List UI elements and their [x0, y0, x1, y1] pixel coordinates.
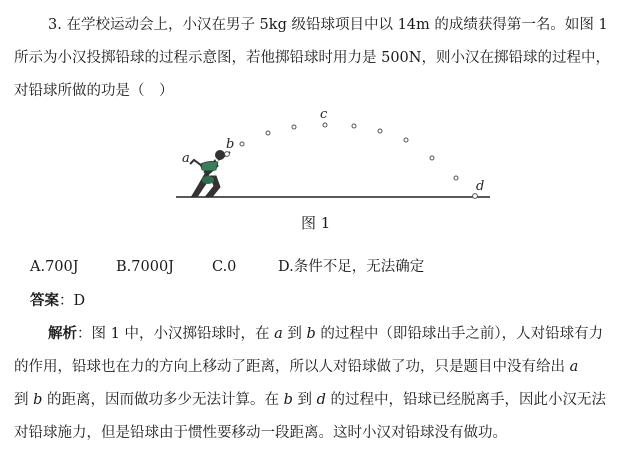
label-a: a: [182, 151, 190, 166]
athlete-illustration: [190, 151, 230, 198]
option-b: B.7000J: [116, 259, 174, 275]
figure-caption: 图 1: [301, 214, 331, 232]
explanation-text: 的过程中，铅球已经脱离手，因此小汉无法: [325, 392, 607, 408]
option-d: D.条件不足，无法确定: [278, 259, 425, 275]
explanation-line-4: 对铅球施力，但是铅球由于惯性要移动一段距离。这时小汉对铅球没有做功。: [14, 425, 507, 441]
answer-line: [30, 289, 85, 310]
question-line-2: 所示为小汉投掷铅球的过程示意图，若他掷铅球时用力是 500N，则小汉在掷铅球的过程中，: [14, 50, 610, 66]
explanation-text: 到: [14, 392, 34, 408]
label-c: c: [320, 107, 328, 122]
explanation-line-2: [14, 355, 578, 376]
explanation-label: 解析: [48, 326, 77, 342]
answer-label: 答案: [30, 293, 59, 309]
explanation-text: 到: [282, 326, 307, 342]
answer-value: D: [73, 293, 86, 309]
explanation-text: 的作用，铅球也在力的方向上移动了距离，所以人对铅球做了功，只是题目中没有给出: [14, 359, 570, 375]
label-d: d: [476, 179, 485, 194]
var-a: a: [274, 326, 283, 342]
answer-colon: ：: [59, 293, 74, 309]
explanation-text: 的过程中（即铅球出手之前），人对铅球有力: [315, 326, 604, 342]
explanation-text: ：图 1 中，小汉掷铅球时，在: [77, 326, 275, 342]
explanation-text: 的距离，因而做功多少无法计算。在: [42, 392, 284, 408]
explanation-text: 到: [292, 392, 317, 408]
var-b: b: [33, 392, 43, 408]
label-b: b: [226, 137, 235, 152]
explanation-line-3: [14, 388, 606, 409]
var-a: a: [569, 359, 579, 375]
option-a: A.700J: [30, 259, 79, 275]
explanation-line-1: [48, 322, 603, 343]
trajectory-balls: [225, 123, 478, 198]
question-line-1: 3. 在学校运动会上，小汉在男子 5kg 级铅球项目中以 14m 的成绩获得第一名。如图 1: [48, 17, 608, 33]
var-d: d: [316, 392, 326, 408]
var-b: b: [306, 326, 316, 342]
option-c: C.0: [212, 259, 237, 275]
options-row: [30, 255, 424, 276]
shot-put-figure: [170, 100, 510, 212]
question-line-3: 对铅球所做的功是（ ）: [14, 83, 174, 99]
var-b: b: [283, 392, 293, 408]
